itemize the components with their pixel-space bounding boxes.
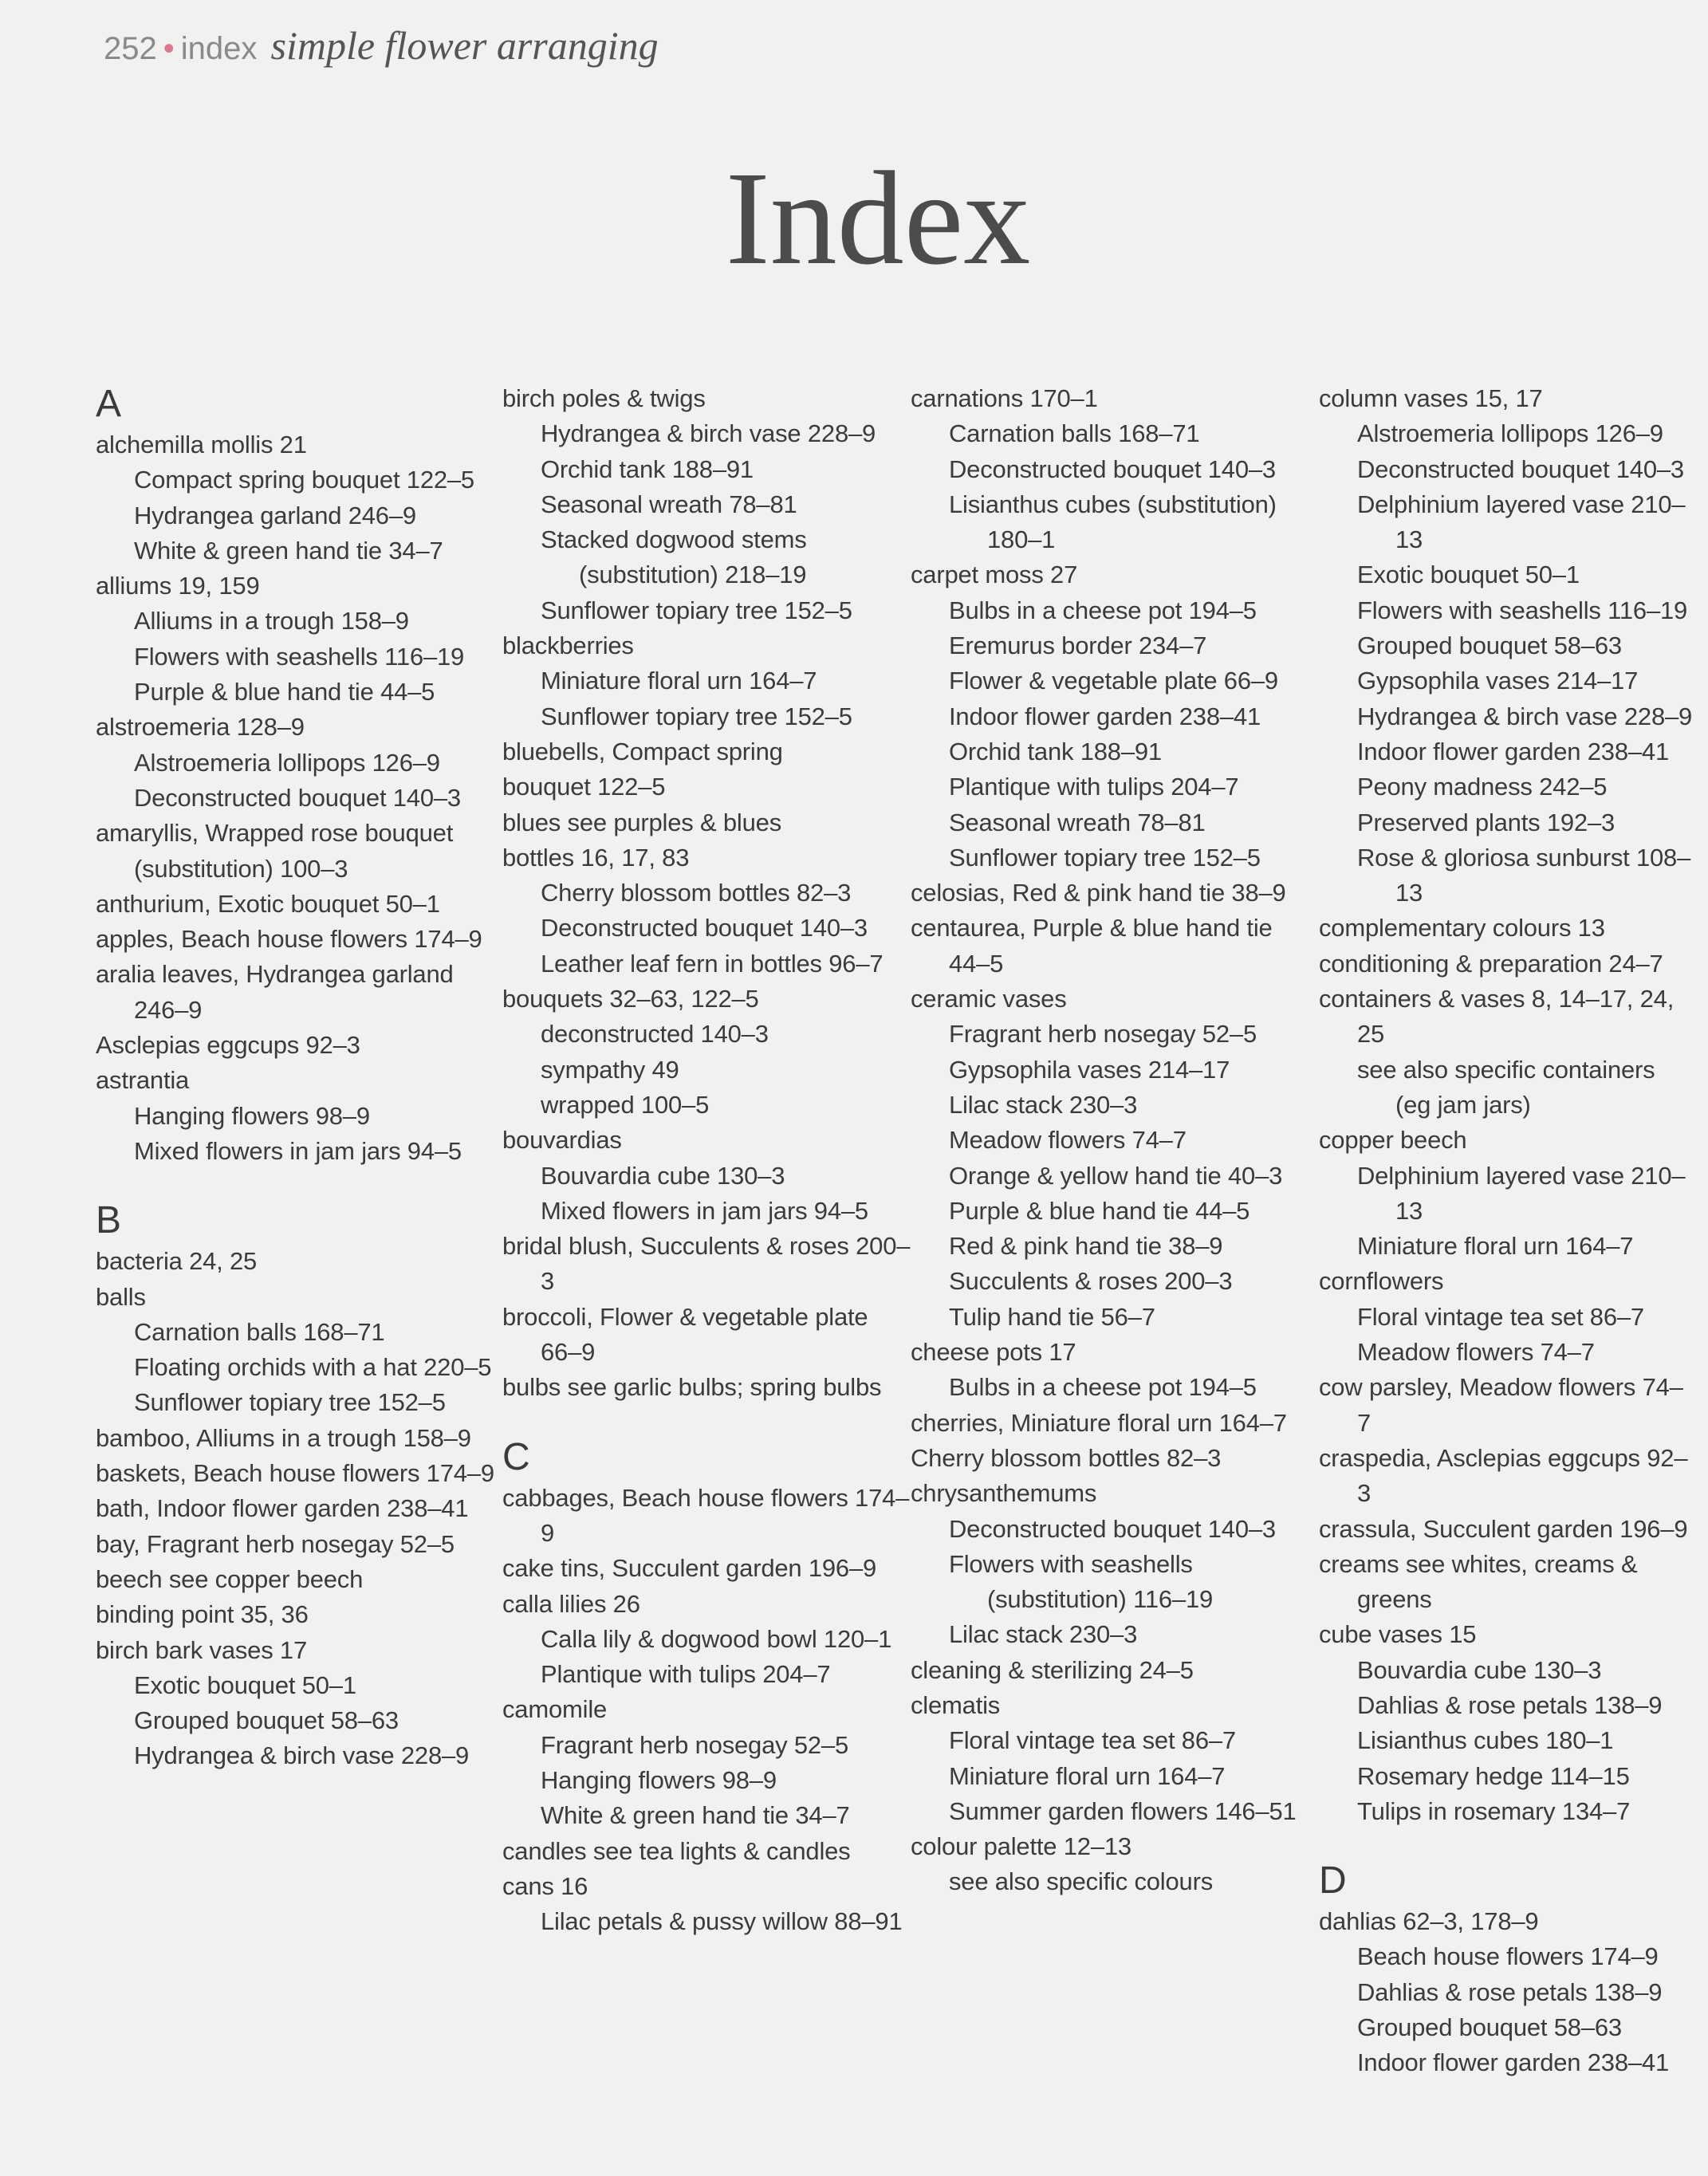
index-subentry: Compact spring bouquet 122–5 [134, 466, 474, 494]
index-subentry: Indoor flower garden 238–41 [949, 702, 1261, 730]
index-subentry: Bouvardia cube 130–3 [1357, 1655, 1602, 1684]
index-subentry: Hydrangea & birch vase 228–9 [541, 419, 876, 448]
index-subentry: Eremurus border 234–7 [949, 632, 1207, 660]
index-subentry: Grouped bouquet 58–63 [1357, 2013, 1622, 2042]
index-entry: colour palette 12–13 [911, 1832, 1131, 1861]
index-subentry: Alliums in a trough 158–9 [134, 607, 409, 635]
index-subentry: Flowers with seashells (substitution) 116–19 [949, 1549, 1214, 1614]
index-subentry: Rosemary hedge 114–15 [1357, 1761, 1630, 1790]
index-subentry: Plantique with tulips 204–7 [949, 773, 1239, 801]
index-entry: beech see copper beech [96, 1564, 364, 1593]
index-entry: column vases 15, 17 [1319, 384, 1543, 412]
index-entry: bouvardias [502, 1126, 622, 1155]
index-entry: blues see purples & blues [502, 808, 782, 836]
section-letter: A [96, 383, 122, 425]
index-subentry: Tulip hand tie 56–7 [949, 1302, 1155, 1331]
index-entry: copper beech [1319, 1126, 1467, 1155]
book-title: simple flower arranging [270, 23, 659, 68]
index-entry: cube vases 15 [1319, 1620, 1477, 1649]
index-subentry: Stacked dogwood stems (substitution) 218–19 [541, 525, 807, 589]
index-entry: containers & vases 8, 14–17, 24, 25 [1319, 985, 1675, 1049]
index-entry: cheese pots 17 [911, 1338, 1076, 1367]
index-entry: cherries, Miniature floral urn 164–7 [911, 1408, 1287, 1437]
index-entry: aralia leaves, Hydrangea garland 246–9 [96, 960, 454, 1024]
index-entry: bulbs see garlic bulbs; spring bulbs [502, 1373, 882, 1402]
index-subentry: Dahlias & rose petals 138–9 [1357, 1690, 1663, 1719]
index-entry: clematis [911, 1690, 1001, 1719]
index-subentry: Lisianthus cubes 180–1 [1357, 1726, 1614, 1755]
index-columns [96, 381, 1693, 2077]
index-subentry: Lisianthus cubes (substitution) 180–1 [949, 490, 1277, 554]
index-entry: bridal blush, Succulents & roses 200–3 [502, 1232, 911, 1296]
index-entry: alstroemeria 128–9 [96, 713, 305, 742]
index-subentry: Fragrant herb nosegay 52–5 [541, 1730, 849, 1759]
index-subentry: Delphinium layered vase 210–13 [1357, 1161, 1686, 1225]
index-subentry: Preserved plants 192–3 [1357, 808, 1616, 836]
index-entry: candles see tea lights & candles [502, 1836, 851, 1865]
index-entry: bouquets 32–63, 122–5 [502, 985, 759, 1013]
index-subentry: Bulbs in a cheese pot 194–5 [949, 1373, 1257, 1402]
index-entry: celosias, Red & pink hand tie 38–9 [911, 879, 1286, 907]
index-subentry: Tulips in rosemary 134–7 [1357, 1796, 1631, 1825]
index-subentry: White & green hand tie 34–7 [134, 536, 443, 565]
index-entry: centaurea, Purple & blue hand tie 44–5 [911, 914, 1273, 978]
index-subentry: Orchid tank 188–91 [949, 737, 1162, 765]
index-entry: calla lilies 26 [502, 1589, 640, 1618]
index-subentry: Sunflower topiary tree 152–5 [134, 1388, 446, 1417]
index-subentry: Gypsophila vases 214–17 [949, 1055, 1230, 1084]
index-subentry: Plantique with tulips 204–7 [541, 1660, 831, 1689]
index-subentry: Purple & blue hand tie 44–5 [949, 1196, 1250, 1225]
index-entry: balls [96, 1282, 146, 1311]
index-column-3 [911, 381, 1319, 2072]
index-entry: cornflowers [1319, 1267, 1444, 1296]
index-subentry: Deconstructed bouquet 140–3 [541, 914, 868, 942]
index-entry: craspedia, Asclepias eggcups 92–3 [1319, 1443, 1688, 1508]
index-subentry: Floral vintage tea set 86–7 [949, 1726, 1236, 1755]
index-entry: cleaning & sterilizing 24–5 [911, 1655, 1194, 1684]
section-letter: B [96, 1199, 122, 1242]
index-subentry: Gypsophila vases 214–17 [1357, 667, 1639, 695]
index-subentry: Seasonal wreath 78–81 [541, 490, 797, 518]
index-subentry: Rose & gloriosa sunburst 108–13 [1357, 843, 1691, 907]
index-subentry: Grouped bouquet 58–63 [134, 1706, 399, 1735]
index-entry: ceramic vases [911, 985, 1067, 1013]
index-subentry: Deconstructed bouquet 140–3 [949, 1514, 1276, 1543]
index-subentry: Mixed flowers in jam jars 94–5 [541, 1196, 868, 1225]
index-entry: bamboo, Alliums in a trough 158–9 [96, 1423, 471, 1452]
index-subentry: see also specific containers (eg jam jars) [1357, 1055, 1655, 1119]
index-subentry: Floating orchids with a hat 220–5 [134, 1353, 492, 1382]
index-subentry: Cherry blossom bottles 82–3 [541, 879, 852, 907]
index-subentry: Floral vintage tea set 86–7 [1357, 1302, 1644, 1331]
index-entry: cabbages, Beach house flowers 174–9 [502, 1483, 910, 1547]
index-subentry: Miniature floral urn 164–7 [949, 1761, 1226, 1790]
index-subentry: Flower & vegetable plate 66–9 [949, 667, 1278, 695]
index-subentry: Lilac petals & pussy willow 88–91 [541, 1907, 903, 1936]
section-letter: D [1319, 1859, 1347, 1903]
index-subentry: Deconstructed bouquet 140–3 [134, 783, 461, 812]
index-subentry: wrapped 100–5 [541, 1090, 710, 1119]
index-subentry: Grouped bouquet 58–63 [1357, 632, 1622, 660]
index-subentry: Leather leaf fern in bottles 96–7 [541, 949, 884, 978]
index-subentry: Hanging flowers 98–9 [134, 1101, 370, 1130]
index-subentry: Sunflower topiary tree 152–5 [949, 843, 1261, 872]
index-subentry: Hydrangea garland 246–9 [134, 501, 416, 529]
index-subentry: Red & pink hand tie 38–9 [949, 1232, 1223, 1261]
index-subentry: Beach house flowers 174–9 [1357, 1942, 1659, 1971]
index-subentry: Orange & yellow hand tie 40–3 [949, 1161, 1283, 1190]
index-entry: alchemilla mollis 21 [96, 431, 307, 458]
index-entry: camomile [502, 1695, 608, 1724]
index-subentry: Sunflower topiary tree 152–5 [541, 596, 852, 624]
index-entry: apples, Beach house flowers 174–9 [96, 925, 482, 954]
index-subentry: Hanging flowers 98–9 [541, 1765, 777, 1794]
index-entry: carnations 170–1 [911, 384, 1098, 412]
index-subentry: Purple & blue hand tie 44–5 [134, 678, 435, 706]
index-entry: bottles 16, 17, 83 [502, 843, 690, 872]
index-subentry: Succulents & roses 200–3 [949, 1267, 1233, 1296]
index-entry: bay, Fragrant herb nosegay 52–5 [96, 1529, 455, 1558]
page-number: 252 [104, 31, 157, 66]
index-entry: alliums 19, 159 [96, 572, 260, 600]
index-subentry: Bouvardia cube 130–3 [541, 1161, 785, 1190]
index-subentry: Lilac stack 230–3 [949, 1090, 1138, 1119]
section-name: index [180, 31, 258, 66]
index-entry: chrysanthemums [911, 1479, 1097, 1508]
bullet-separator: • [163, 31, 175, 66]
index-subentry: Dahlias & rose petals 138–9 [1357, 1977, 1663, 2006]
index-entry: astrantia [96, 1066, 190, 1095]
index-subentry: Hydrangea & birch vase 228–9 [1357, 702, 1693, 730]
index-subentry: Lilac stack 230–3 [949, 1620, 1138, 1649]
index-subentry: Flowers with seashells 116–19 [134, 642, 465, 671]
index-subentry: see also specific colours [949, 1867, 1213, 1896]
index-entry: cake tins, Succulent garden 196–9 [502, 1554, 877, 1583]
index-subentry: Hydrangea & birch vase 228–9 [134, 1741, 470, 1770]
index-entry: bacteria 24, 25 [96, 1247, 258, 1276]
index-entry: Cherry blossom bottles 82–3 [911, 1443, 1222, 1472]
index-subentry: Exotic bouquet 50–1 [1357, 561, 1580, 589]
index-subentry: Indoor flower garden 238–41 [1357, 2048, 1670, 2077]
index-subentry: Deconstructed bouquet 140–3 [1357, 454, 1684, 483]
index-entry: broccoli, Flower & vegetable plate 66–9 [502, 1302, 868, 1367]
index-subentry: Alstroemeria lollipops 126–9 [1357, 419, 1663, 448]
index-subentry: Meadow flowers 74–7 [1357, 1338, 1595, 1367]
index-column-2 [502, 381, 911, 2072]
index-subentry: Miniature floral urn 164–7 [541, 667, 817, 695]
index-subentry: Carnation balls 168–71 [134, 1317, 385, 1346]
index-entry: crassula, Succulent garden 196–9 [1319, 1514, 1688, 1543]
index-subentry: Summer garden flowers 146–51 [949, 1796, 1297, 1825]
index-entry: creams see whites, creams & greens [1319, 1549, 1638, 1614]
index-entry: amaryllis, Wrapped rose bouquet (substitution) 100–3 [96, 819, 454, 883]
index-subentry: Miniature floral urn 164–7 [1357, 1232, 1634, 1261]
index-subentry: White & green hand tie 34–7 [541, 1801, 850, 1830]
index-entry: carpet moss 27 [911, 561, 1078, 589]
index-entry: cow parsley, Meadow flowers 74–7 [1319, 1373, 1683, 1437]
page-title: Index [725, 144, 1031, 293]
index-entry: birch poles & twigs [502, 384, 706, 412]
index-subentry: Exotic bouquet 50–1 [134, 1670, 356, 1699]
index-subentry: Peony madness 242–5 [1357, 773, 1608, 801]
index-entry: bath, Indoor flower garden 238–41 [96, 1494, 469, 1523]
index-entry: Asclepias eggcups 92–3 [96, 1031, 360, 1060]
index-subentry: Sunflower topiary tree 152–5 [541, 702, 852, 730]
index-subentry: Orchid tank 188–91 [541, 454, 754, 483]
index-subentry: Alstroemeria lollipops 126–9 [134, 748, 440, 777]
running-head [104, 22, 659, 69]
index-entry: cans 16 [502, 1871, 588, 1900]
index-subentry: Meadow flowers 74–7 [949, 1126, 1187, 1155]
index-subentry: sympathy 49 [541, 1055, 679, 1084]
index-subentry: Delphinium layered vase 210–13 [1357, 490, 1686, 554]
index-entry: anthurium, Exotic bouquet 50–1 [96, 889, 440, 918]
index-entry: bluebells, Compact spring [502, 737, 783, 765]
index-entry: binding point 35, 36 [96, 1600, 309, 1629]
index-entry: blackberries [502, 632, 634, 660]
index-subentry: deconstructed 140–3 [541, 1020, 769, 1049]
index-subentry: Mixed flowers in jam jars 94–5 [134, 1136, 462, 1165]
index-entry: baskets, Beach house flowers 174–9 [96, 1459, 494, 1488]
index-subentry: Indoor flower garden 238–41 [1357, 737, 1670, 765]
index-subentry: Deconstructed bouquet 140–3 [949, 454, 1276, 483]
index-entry: complementary colours 13 [1319, 914, 1605, 942]
index-subentry: Bulbs in a cheese pot 194–5 [949, 596, 1257, 624]
index-entry: birch bark vases 17 [96, 1635, 307, 1664]
index-column-4 [1319, 381, 1694, 2077]
index-entry: dahlias 62–3, 178–9 [1319, 1907, 1539, 1936]
index-column-1 [96, 381, 502, 2072]
index-subentry: Carnation balls 168–71 [949, 419, 1200, 448]
index-entry: conditioning & preparation 24–7 [1319, 949, 1663, 978]
index-subentry: Fragrant herb nosegay 52–5 [949, 1020, 1257, 1049]
index-subentry: Calla lily & dogwood bowl 120–1 [541, 1624, 892, 1653]
index-subentry: Seasonal wreath 78–81 [949, 808, 1206, 836]
section-letter: C [502, 1435, 530, 1478]
index-subentry: Flowers with seashells 116–19 [1357, 596, 1688, 624]
index-entry: bouquet 122–5 [502, 773, 666, 801]
